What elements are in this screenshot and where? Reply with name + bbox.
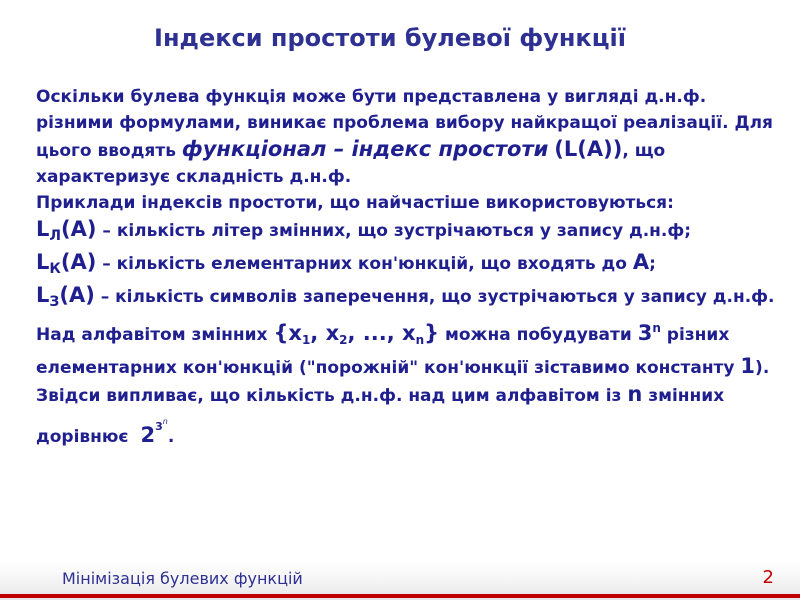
slide-title: Індекси простоти булевої функції [154, 24, 626, 52]
set-open: {x [273, 321, 302, 345]
count-text-e: змінних дорівнює [36, 386, 725, 447]
set-middle: , ..., x [347, 321, 416, 345]
paragraph-examples: Приклади індексів простоти, що найчастіше використовуються: [36, 193, 674, 213]
page-number: 2 [762, 567, 774, 588]
slide-body [36, 84, 786, 450]
footer [0, 562, 800, 600]
count-text-b: можна побудувати [439, 325, 638, 345]
three-exponent: n [652, 321, 661, 335]
constant-one: 1 [740, 354, 756, 378]
index-argument: (A) [61, 217, 97, 241]
formula-end: . [167, 427, 175, 447]
intro-text-end: , що характеризує складність д.н.ф. [36, 141, 666, 187]
footer-title: Мінімізація булевих функцій [62, 569, 303, 588]
paragraph-count [36, 315, 786, 450]
index-letters-item [36, 216, 786, 249]
index-subscript: К [49, 261, 61, 277]
set-close: } [424, 321, 440, 345]
index-a-symbol: А [632, 250, 650, 274]
formula-exponent-n: n [162, 417, 168, 426]
index-end: ; [649, 254, 656, 274]
index-letter-l: L [36, 250, 50, 274]
three-number: 3 [637, 321, 653, 345]
set-separator: , x [310, 321, 340, 345]
count-text: Над алфавітом змінних [36, 325, 274, 345]
index-description: – кількість елементарних кон'юнкцій, що входять до [96, 254, 633, 274]
n-variable: n [627, 382, 643, 406]
intro-text: Оскільки булева функція може бути представлена у вигляді д.н.ф. різними формулами, виникає проблема вибору найкращої реалізації. Для цього вводять [36, 87, 773, 161]
footer-divider [0, 594, 800, 598]
index-negations-item [36, 282, 786, 315]
index-argument: (A) [59, 283, 95, 307]
formula-base: 2 [140, 423, 156, 447]
la-notation: (L(A)) [554, 137, 623, 161]
paragraph-intro [36, 84, 786, 190]
xn-subscript: n [415, 333, 425, 347]
count-text-d: ). Звідси випливає, що кількість д.н.ф. над цим алфавітом із [36, 358, 770, 406]
index-subscript: З [49, 294, 60, 310]
index-argument: (A) [60, 250, 97, 274]
x2-subscript: 2 [339, 333, 348, 347]
dnf-count-formula [141, 409, 168, 448]
index-description: – кількість символів заперечення, що зустрічаються у запису д.н.ф. [94, 287, 775, 307]
x1-subscript: 1 [301, 333, 311, 347]
count-text-c: різних елементарних кон'юнкцій ("порожній" кон'юнкції зіставимо константу [36, 325, 741, 378]
highlight-term: функціонал – індекс простоти [181, 137, 549, 161]
index-description: – кількість літер змінних, що зустрічаються у запису д.н.ф; [96, 221, 692, 241]
index-subscript: Л [49, 228, 62, 244]
index-letter-l: L [36, 283, 50, 307]
index-conjunctions-item [36, 249, 786, 282]
formula-exponent: 3 [155, 420, 163, 433]
index-letter-l: L [36, 217, 50, 241]
